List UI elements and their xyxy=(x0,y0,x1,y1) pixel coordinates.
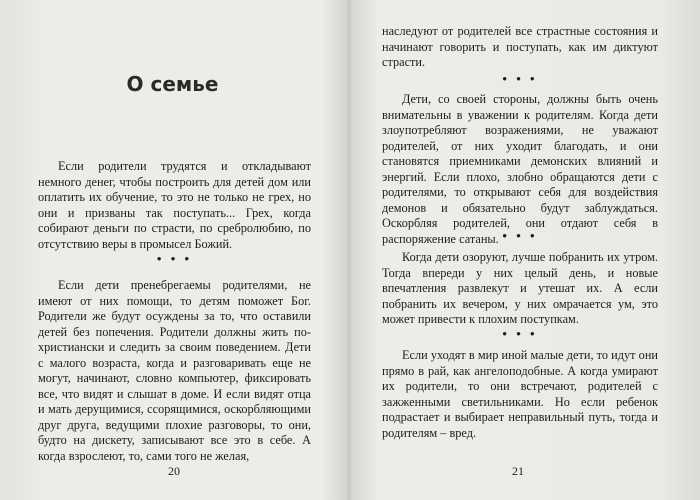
page-heading: О семье xyxy=(126,72,219,96)
left-paragraph-1: Если родители трудятся и откладывают немного денег, чтобы построить для детей дом или оплатить их обучение, то это не только не грех, но они и призваны так поступать... Грех, когда собирают деньги по страсти, по сребролюбию, по отсутствию веры в промысел Божий. xyxy=(38,159,311,251)
section-separator: • • • xyxy=(502,326,538,341)
page-number-right: 21 xyxy=(512,464,524,478)
section-separator: • • • xyxy=(502,228,538,243)
section-separator: • • • xyxy=(502,71,538,86)
right-paragraph-3: Когда дети озоруют, лучше побранить их утром. Тогда впереди у них целый день, и новые впечатления развлекут и утешат их. А если побранить их вечером, у них омрачается ум, это может привести к плохим поступкам. xyxy=(382,250,658,326)
right-paragraph-continued: наследуют от родителей все страстные состояния и начинают говорить и поступать, как им диктуют страсти. xyxy=(382,24,658,69)
right-paragraph-2: Дети, со своей стороны, должны быть очень внимательны в уважении к родителям. Когда дети злоупотребляют возражениями, не уважают родителей, от них уходит благодать, и они становятся приемниками демонских влияний и энергий. Если плохо, злобно обращаются дети с родителями, то открывают себя для воздействия демонов и обязательно будут заблуждаться. Оскорбляя родителей, они отдают себя в распоряжение сатаны. xyxy=(382,92,658,246)
right-page xyxy=(350,0,700,500)
left-paragraph-2: Если дети пренебрегаемы родителями, не имеют от них помощи, то детям поможет Бог. Родители же будут осуждены за то, что оставили детей без попечения. Родители должны жить по-христиански и следить за своим поведением. Дети с малого возраста, когда и разговаривать еще не могут, начинают, словно компьютер, фиксировать все, что видят и слышат в доме. И если видят отца и мать дерущимися, ссорящимися, оскорбляющими друг друга, ведущими плохие разговоры, то они, будто на дискету, записывают все это в себе. А когда взрослеют, то, сами того не желая, xyxy=(38,278,311,463)
left-page xyxy=(0,0,345,500)
section-separator: • • • xyxy=(156,251,193,266)
page-number-left: 20 xyxy=(168,464,180,478)
right-paragraph-4: Если уходят в мир иной малые дети, то идут они прямо в рай, как ангелоподобные. А когда умирают их родители, то они встречают, родителей с зажженными светильниками. Но если ребенок подрастает и выбирает неправильный путь, тогда и родителям – вред. xyxy=(382,348,658,440)
